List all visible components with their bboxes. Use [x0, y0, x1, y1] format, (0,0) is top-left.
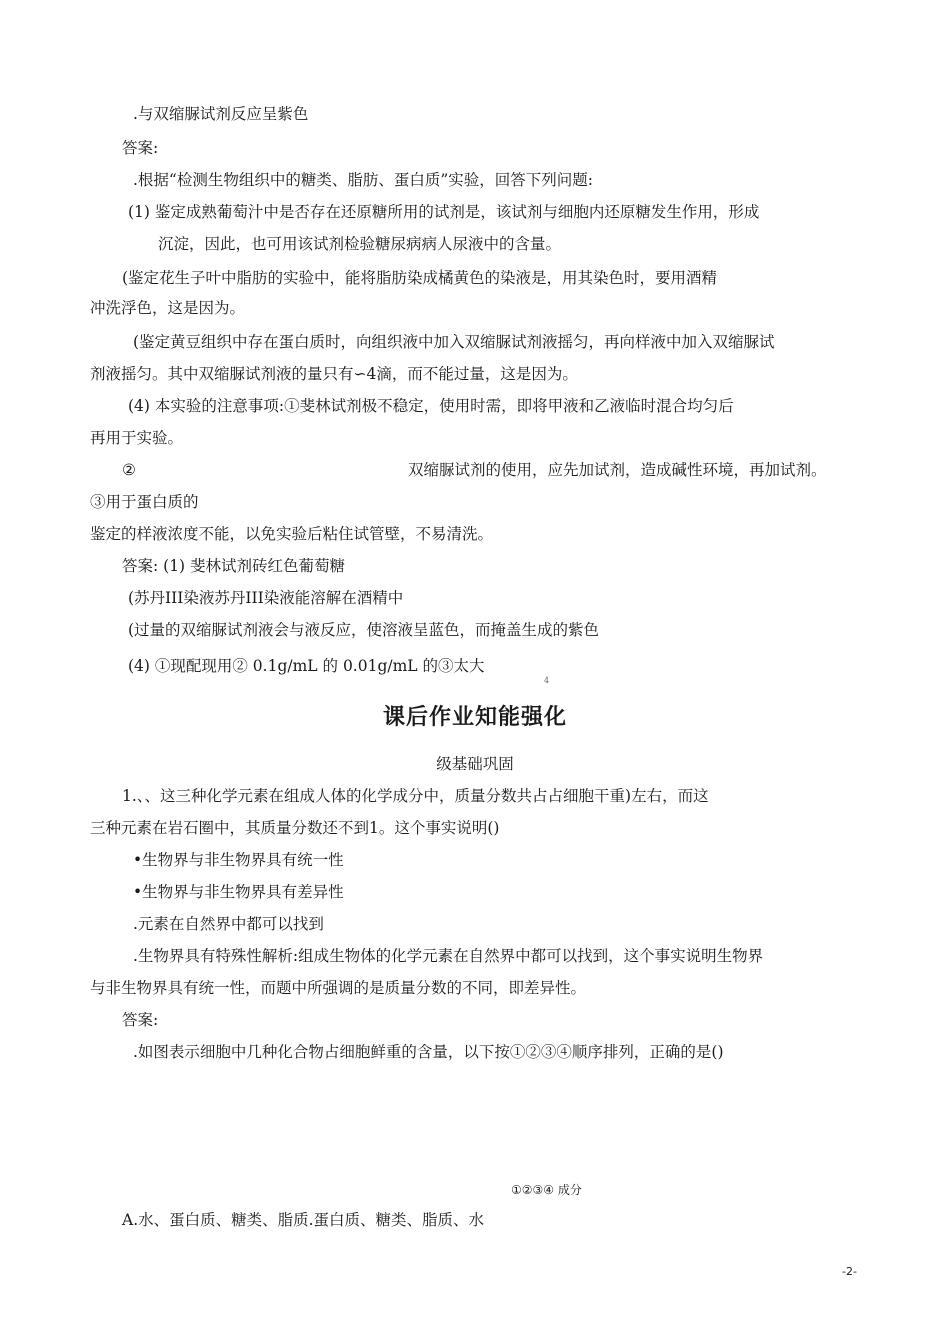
analysis-cont: 与非生物界具有统一性，而题中所强调的是质量分数的不同，即差异性。 — [90, 979, 587, 997]
q-part4: (4) 本实验的注意事项:①斐林试剂极不稳定，使用时需，即将甲液和乙液临时混合均匀后 — [128, 397, 734, 415]
q-part4-item3: ③用于蛋白质的 — [90, 493, 199, 511]
option-a: •生物界与非生物界具有统一性 — [133, 851, 344, 869]
section-title: 课后作业知能强化 — [382, 705, 567, 730]
q-part4-cont: 再用于实验。 — [90, 429, 184, 447]
option-c: .元素在自然界中都可以找到 — [133, 915, 324, 933]
answer-part2: (苏丹III染液苏丹III染液能溶解在酒精中 — [128, 589, 404, 607]
question-2-options: A.水、蛋白质、糖类、脂质.蛋白质、糖类、脂质、水 — [122, 1211, 485, 1229]
q-part2-cont: 冲洗浮色，这是因为。 — [90, 299, 246, 317]
question-1: 1.、、这三种化学元素在组成人体的化学成分中，质量分数共占占细胞干重)左右，而这 — [122, 787, 709, 805]
q-part3-cont: 剂液摇匀。其中双缩脲试剂液的量只有∽4滴，而不能过量，这是因为。 — [90, 365, 578, 383]
question-1-cont: 三种元素在岩石圈中，其质量分数还不到1。这个事实说明() — [90, 819, 500, 837]
q-part4-item2: 双缩脲试剂的使用，应先加试剂，造成碱性环境，再加试剂。 — [408, 461, 827, 479]
line-reagent-purple: .与双缩脲试剂反应呈紫色 — [133, 105, 309, 123]
tiny-footnote-mark: 4 — [544, 676, 550, 685]
figure-axis-label: ①②③④ 成分 — [511, 1183, 582, 1197]
section-subtitle: 级基础巩固 — [436, 755, 514, 773]
option-d-analysis: .生物界具有特殊性解析:组成生物体的化学元素在自然界中都可以找到，这个事实说明生物界 — [133, 947, 764, 965]
q-part4-item2-marker: ② — [122, 461, 136, 479]
question-intro: .根据“检测生物组织中的糖类、脂肪、蛋白质”实验，回答下列问题: — [133, 171, 593, 189]
question-2: .如图表示细胞中几种化合物占细胞鲜重的含量，以下按①②③④顺序排列，正确的是() — [133, 1043, 724, 1061]
q-part1-cont: 沉淀，因此，也可用该试剂检验糖尿病病人尿液中的含量。 — [158, 235, 562, 253]
answer-part3: (过量的双缩脲试剂液会与液反应，使溶液呈蓝色，而掩盖生成的紫色 — [128, 621, 600, 639]
answer-label-2: 答案: — [122, 1011, 159, 1029]
answer-label: 答案: — [122, 139, 159, 157]
q-part3: (鉴定黄豆组织中存在蛋白质时，向组织液中加入双缩脲试剂液摇匀，再向样液中加入双缩脲试 — [133, 333, 775, 351]
page-number: -2- — [842, 1265, 857, 1278]
q-part1: (1) 鉴定成熟葡萄汁中是否存在还原糖所用的试剂是，该试剂与细胞内还原糖发生作用，形成 — [128, 203, 760, 221]
answer-part1: 答案: (1) 斐林试剂砖红色葡萄糖 — [122, 557, 346, 575]
answer-part4: (4) ①现配现用② 0.1g/mL 的 0.01g/mL 的③太大 — [128, 657, 485, 675]
option-b: •生物界与非生物界具有差异性 — [133, 883, 344, 901]
q-part2: (鉴定花生子叶中脂肪的实验中，能将脂肪染成橘黄色的染液是，用其染色时，要用酒精 — [122, 269, 718, 287]
q-part4-item3-cont: 鉴定的样液浓度不能，以免实验后粘住试管壁，不易清洗。 — [90, 525, 494, 543]
